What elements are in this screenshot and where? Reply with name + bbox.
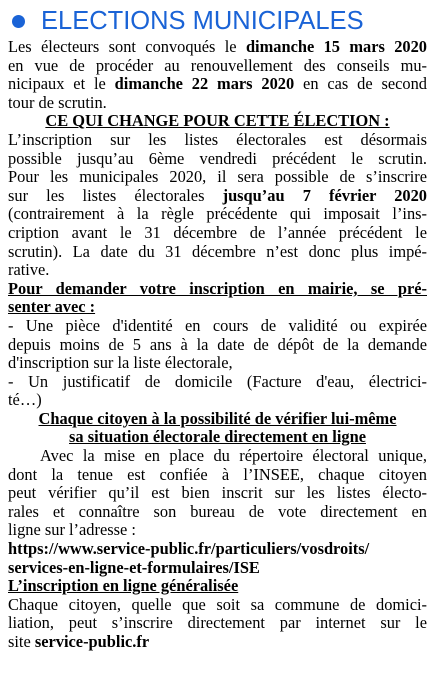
- intro-text: nicipaux et le: [8, 74, 115, 94]
- body-text: Chaque citoyen, quelle que soit sa commune de domici-: [8, 594, 427, 614]
- body-text: rales et connaître son bureau de vote directement en: [8, 501, 427, 521]
- intro-text: Les électeurs sont convoqués le: [8, 37, 246, 56]
- service-public-site-link[interactable]: service-public.fr: [34, 632, 150, 651]
- intro-paragraph: [8, 38, 427, 112]
- section-heading: Pour demander votre inscription en mairie, se pré-: [8, 278, 427, 298]
- body-text: rative.: [8, 260, 50, 280]
- body-text: site: [8, 632, 35, 651]
- body-text: possible jusqu’au 6ème vendredi précédent le scrutin.: [8, 148, 427, 168]
- first-round-date: dimanche 15 mars 2020: [245, 37, 427, 56]
- deadline-date: jusqu’au 7 février 2020: [222, 185, 427, 205]
- page-title: ELECTIONS MUNICIPALES: [41, 6, 364, 35]
- body-text: ligne sur l’adresse :: [8, 520, 136, 540]
- section-heading: CE QUI CHANGE POUR CETTE ÉLECTION :: [45, 111, 390, 131]
- section-verify-online: [8, 410, 427, 577]
- intro-text: tour de scrutin.: [8, 92, 107, 112]
- second-round-date: dimanche 22 mars 2020: [114, 74, 295, 94]
- list-item: - Une pièce d'identité en cours de validité ou expirée: [8, 315, 427, 335]
- service-public-link[interactable]: services-en-ligne-et-formulaires/ISE: [8, 557, 260, 577]
- body-text: (contrairement à la règle précédente qui imposait l’ins-: [8, 204, 427, 224]
- list-item: - Un justificatif de domicile (Facture d'eau, électrici-: [8, 371, 427, 391]
- list-item: d'inscription sur la liste électorale,: [8, 353, 233, 373]
- intro-text: en cas de second: [294, 74, 427, 94]
- section-heading: L’inscription en ligne généralisée: [8, 576, 239, 596]
- title-row: [8, 4, 427, 38]
- body-text: liation, peut s’inscrire directement par internet sur le: [8, 613, 427, 633]
- list-item: té…): [8, 390, 42, 410]
- section-online-registration: [8, 577, 427, 651]
- body-text: dont la tenue est confiée à l’INSEE, chaque citoyen: [8, 464, 427, 484]
- section-changes: [8, 112, 427, 279]
- body-text: scrutin). La date du 31 décembre n’est donc plus impé-: [8, 241, 427, 261]
- service-public-link[interactable]: https://www.service-public.fr/particuliers/vosdroits/: [8, 539, 370, 559]
- list-item: depuis moins de 5 ans à la date de dépôt de la demande: [8, 334, 427, 354]
- body-text: L’inscription sur les listes électorales est désormais: [8, 129, 427, 149]
- bullet-icon: [12, 15, 25, 28]
- body-text: Pour les municipales 2020, il sera possible de s’inscrire: [8, 167, 427, 187]
- body-text: sur les listes électorales: [8, 185, 223, 205]
- section-heading: sa situation électorale directement en ligne: [69, 427, 366, 447]
- intro-text: en vue de procéder au renouvellement des conseils mu-: [8, 55, 427, 75]
- body-text: peut vérifier qu’il est bien inscrit sur les listes électo-: [8, 483, 427, 503]
- body-text: cription avant le 31 décembre de l’année précédent le: [8, 222, 427, 242]
- section-documents: [8, 280, 427, 410]
- body-text: Avec la mise en place du répertoire électoral unique,: [40, 446, 427, 466]
- section-heading: Chaque citoyen à la possibilité de vérifier lui-même: [38, 408, 397, 428]
- section-heading: senter avec :: [8, 297, 96, 317]
